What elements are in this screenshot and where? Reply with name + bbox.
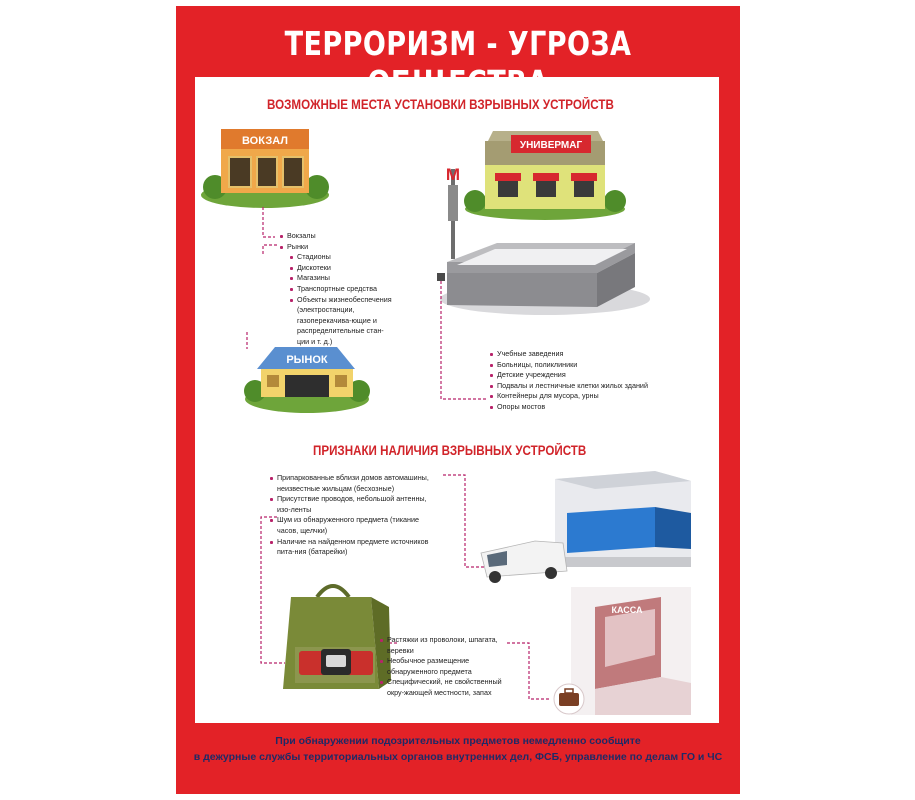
store-illustration [464,131,626,220]
list-item: Растяжки из проволоки, шпагата, веревки [379,635,519,656]
market-illustration [244,347,370,413]
list-item: Необычное размещение обнаруженного предмета [379,656,519,677]
list-item: Детские учреждения [489,370,669,381]
section2-list-top [269,473,441,558]
list-item: Дискотеки [289,263,395,274]
metro-sign: М [445,165,461,184]
list-item: Учебные заведения [489,349,669,360]
section1-list-right [489,349,669,413]
kassa-sign: КАССА [611,605,643,615]
list-item: Припаркованные вблизи домов автомашины, неизвестные жильцам (бесхозные) [269,473,441,494]
poster-content-area [195,77,719,723]
list-item: Магазины [289,273,395,284]
kassa-illustration [554,587,691,715]
market-sign: РЫНОК [286,354,328,366]
poster [176,6,740,794]
list-item: Опоры мостов [489,402,669,413]
poster-title: ТЕРРОРИЗМ - УГРОЗА [284,24,632,63]
list-item: Рынки [279,242,395,253]
section1-list-left [279,231,395,348]
station-sign: ВОКЗАЛ [241,135,289,147]
list-item: Контейнеры для мусора, урны [489,391,669,402]
list-item: Вокзалы [279,231,395,242]
section1-heading: ВОЗМОЖНЫЕ МЕСТА УСТАНОВКИ ВЗРЫВНЫХ УСТРОЙСТВ [267,97,614,112]
building-van-illustration [481,471,691,583]
list-item: Стадионы [289,252,395,263]
station-illustration [201,129,329,208]
list-item: Шум из обнаруженного предмета (тикание часов, щелчки) [269,515,441,536]
store-sign: УНИВЕРМАГ [519,140,583,151]
footer-line-2: в дежурные службы территориальных органов внутренних дел, ФСБ, управление по делам ГО и ЧС [193,751,723,763]
section2-heading: ПРИЗНАКИ НАЛИЧИЯ ВЗРЫВНЫХ УСТРОЙСТВ [313,443,587,458]
list-item: Объекты жизнеобеспечения (электростанции, газоперекачива-ющие и распределительные стан-ции и т. д.) [289,295,395,348]
list-item: Транспортные средства [289,284,395,295]
list-item: Присутствие проводов, небольшой антенны, изо-ленты [269,494,441,515]
list-item: Подвалы и лестничные клетки жилых зданий [489,381,669,392]
footer-line-1: При обнаружении подозрительных предметов немедленно сообщите [275,735,641,747]
section2-list-bottom [379,635,519,699]
footer-notice [176,733,740,765]
metro-illustration [446,165,460,259]
list-item: Наличие на найденном предмете источников пита-ния (батарейки) [269,537,441,558]
list-item: Специфический, не свойственный окру-жающей местности, запах [379,677,519,698]
bag-bomb-illustration [283,586,391,689]
underpass-illustration [440,243,650,315]
list-item: Больницы, поликлиники [489,360,669,371]
